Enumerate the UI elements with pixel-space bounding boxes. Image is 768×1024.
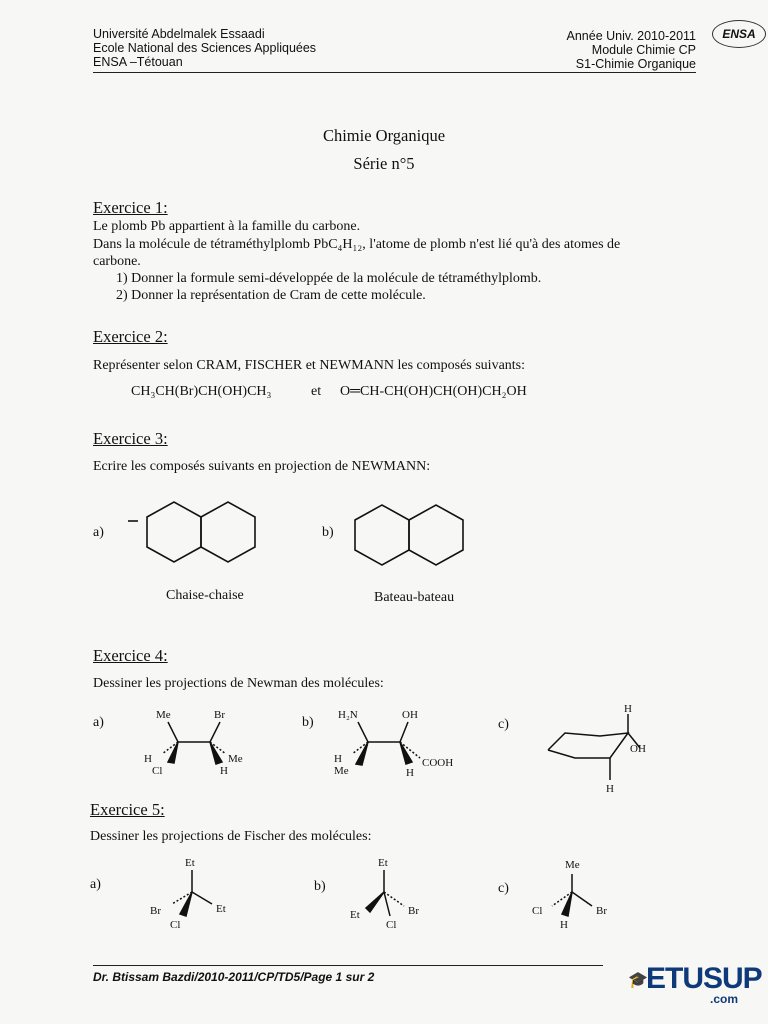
school-city: ENSA –Tétouan — [93, 55, 183, 69]
ex4a-me-top: Me — [156, 709, 171, 721]
ex2-text: Représenter selon CRAM, FISCHER et NEWMANN les composés suivants: — [93, 358, 526, 373]
ex5-label-b: b) — [314, 879, 326, 894]
ex3b-ring-left — [355, 505, 409, 565]
ex3a-ring-right — [201, 502, 255, 562]
ex5b-bot: Cl — [386, 919, 397, 931]
ex3-caption-b: Bateau-bateau — [374, 590, 455, 605]
ex4b-h-left: H — [334, 753, 342, 765]
ex4c-h-bot: H — [606, 783, 614, 795]
ex5-label-c: c) — [498, 881, 509, 896]
ex4b-h-right: H — [406, 767, 414, 779]
ex5a-top: Et — [185, 857, 195, 869]
ex5b-top: Et — [378, 857, 388, 869]
ensa-logo: ENSA — [712, 20, 766, 48]
ex2-compound-2: O═CH-CH(OH)CH(OH)CH₂OH — [340, 384, 527, 399]
ex4b-h2n: H₂N — [338, 709, 358, 721]
ex1-heading: Exercice 1: — [93, 198, 168, 217]
ex3-text: Ecrire les composés suivants en projection de NEWMANN: — [93, 459, 431, 474]
ex4-text: Dessiner les projections de Newman des molécules: — [93, 676, 384, 691]
header-rule — [93, 72, 696, 73]
ex5b-right: Br — [408, 905, 419, 917]
ex2-conjunction: et — [311, 384, 322, 399]
ex1-text-3: carbone. — [93, 254, 141, 269]
ex4a-br-top: Br — [214, 709, 225, 721]
ex5-heading: Exercice 5: — [90, 800, 165, 819]
ex5c-top: Me — [565, 859, 580, 871]
ex3-label-a: a) — [93, 525, 104, 540]
ex1-question-1: 1) Donner la formule semi-développée de la molécule de tétraméthylplomb. — [116, 271, 542, 286]
ex5-text: Dessiner les projections de Fischer des molécules: — [90, 829, 372, 844]
ex4b-cooh: COOH — [422, 757, 454, 769]
ex1-text-2: Dans la molécule de tétraméthylplomb PbC₄H₁₂, l'atome de plomb n'est lié qu'à des atomes de — [93, 237, 621, 252]
ex4-structures — [130, 700, 690, 800]
ex3a-ring-left — [147, 502, 201, 562]
course-name: S1-Chimie Organique — [575, 57, 696, 71]
ex5c-bot: H — [560, 919, 568, 931]
ex5a-left: Br — [150, 905, 161, 917]
ex5a-bot: Cl — [170, 919, 181, 931]
ex2-heading: Exercice 2: — [93, 327, 168, 346]
ex3b-ring-right — [409, 505, 463, 565]
ex3-decalin-structures — [120, 495, 500, 575]
page-title: Chimie Organique — [322, 126, 446, 145]
ex5-label-a: a) — [90, 877, 101, 892]
ex5b-left: Et — [350, 909, 360, 921]
header-right — [567, 29, 697, 71]
ex5c-left: Cl — [532, 905, 543, 917]
ex4b-oh: OH — [402, 709, 418, 721]
ex4a-h-right: H — [220, 765, 228, 777]
ex3-caption-a: Chaise-chaise — [166, 588, 244, 603]
graduation-cap-icon: 🎓 — [628, 972, 648, 989]
ex1-text-1: Le plomb Pb appartient à la famille du carbone. — [93, 219, 361, 234]
ex4a-h-left: H — [144, 753, 152, 765]
university-name: Université Abdelmalek Essaadi — [93, 27, 265, 41]
ex3-label-b: b) — [322, 525, 334, 540]
ex4a-cl: Cl — [152, 765, 163, 777]
footer-text: Dr. Btissam Bazdi/2010-2011/CP/TD5/Page 1 sur 2 — [93, 970, 375, 984]
ex4-label-a: a) — [93, 715, 104, 730]
ex4-label-c: c) — [498, 717, 509, 732]
etusup-brand: ETUSUP — [646, 962, 762, 995]
module-name: Module Chimie CP — [591, 43, 696, 57]
footer-rule — [93, 965, 603, 966]
ex4b-me: Me — [334, 765, 349, 777]
etusup-logo — [628, 962, 762, 1008]
etusup-domain: .com — [710, 992, 739, 1006]
ex4-heading: Exercice 4: — [93, 646, 168, 665]
ex2-compound-1: CH₃CH(Br)CH(OH)CH₃ — [131, 384, 272, 399]
ex4a-me-right: Me — [228, 753, 243, 765]
school-name: Ecole National des Sciences Appliquées — [93, 41, 317, 55]
ex1-question-2: 2) Donner la représentation de Cram de cette molécule. — [116, 288, 426, 303]
academic-year: Année Univ. 2010-2011 — [566, 29, 696, 43]
ex4c-oh: OH — [630, 743, 646, 755]
ex5a-right: Et — [216, 903, 226, 915]
ex5-structures — [140, 852, 620, 942]
ex5c-right: Br — [596, 905, 607, 917]
ex3-heading: Exercice 3: — [93, 429, 168, 448]
page-subtitle: Série n°5 — [353, 154, 415, 173]
ex4c-h-top: H — [624, 703, 632, 715]
ex4-label-b: b) — [302, 715, 314, 730]
header-left — [93, 27, 316, 69]
